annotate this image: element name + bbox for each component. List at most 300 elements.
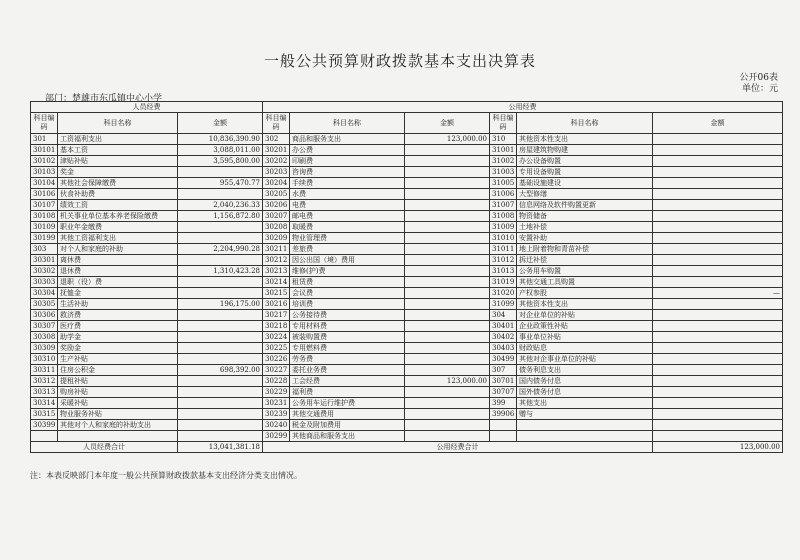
public-right-name-cell: 其他资本性支出 <box>517 299 653 310</box>
public-mid-amount-cell <box>405 178 490 189</box>
public-right-amount-cell <box>653 233 783 244</box>
public-right-name-cell: 信息网络及软件购置更新 <box>517 200 653 211</box>
public-right-code-cell: 307 <box>490 365 517 376</box>
table-row <box>31 354 783 365</box>
public-right-amount-cell <box>653 211 783 222</box>
public-mid-amount-cell <box>405 288 490 299</box>
public-right-amount-cell <box>653 321 783 332</box>
public-mid-amount-cell <box>405 266 490 277</box>
personnel-amount-cell: 1,156,872.80 <box>178 211 263 222</box>
personnel-code-cell: 303 <box>31 244 58 255</box>
public-mid-amount-cell <box>405 167 490 178</box>
personnel-code-cell: 30315 <box>31 409 58 420</box>
public-mid-name-cell: 印刷费 <box>290 156 405 167</box>
public-right-name-cell: 企业政策性补贴 <box>517 321 653 332</box>
personnel-name-cell: 奖金 <box>58 167 178 178</box>
public-right-amount-cell <box>653 409 783 420</box>
public-mid-code-cell: 30211 <box>263 244 290 255</box>
table-row <box>31 189 783 200</box>
personnel-total-value: 13,041,381.18 <box>178 442 263 453</box>
public-right-name-cell: 国外债务付息 <box>517 387 653 398</box>
public-mid-name-cell: 公务接待费 <box>290 310 405 321</box>
public-right-name-cell: 其他支出 <box>517 398 653 409</box>
table-row <box>31 321 783 332</box>
personnel-amount-cell <box>178 222 263 233</box>
table-row <box>31 200 783 211</box>
public-right-amount-cell <box>653 376 783 387</box>
personnel-code-cell: 30104 <box>31 178 58 189</box>
public-right-name-cell: 国内债务付息 <box>517 376 653 387</box>
personnel-amount-cell: 1,310,423.28 <box>178 266 263 277</box>
personnel-amount-cell <box>178 233 263 244</box>
public-mid-name-cell: 水费 <box>290 189 405 200</box>
public-mid-amount-cell <box>405 145 490 156</box>
table-row <box>31 134 783 145</box>
public-right-code-cell: 31001 <box>490 145 517 156</box>
public-right-code-cell: 31007 <box>490 200 517 211</box>
public-right-code-cell: 31010 <box>490 233 517 244</box>
personnel-code-cell: 30314 <box>31 398 58 409</box>
public-mid-amount-cell: 123,000.00 <box>405 376 490 387</box>
public-mid-amount-cell <box>405 211 490 222</box>
public-code-header: 科目编码 <box>263 113 290 134</box>
public-mid-amount-cell <box>405 354 490 365</box>
personnel-code-cell: 30308 <box>31 332 58 343</box>
table-row <box>31 409 783 420</box>
document-code: 公开06表 <box>739 73 778 83</box>
public-right-name-cell: 安置补助 <box>517 233 653 244</box>
public-right-name-cell: 事业单位补贴 <box>517 332 653 343</box>
public-mid-name-cell: 商品和服务支出 <box>290 134 405 145</box>
public-right-code-cell: 30499 <box>490 354 517 365</box>
personnel-name-cell: 抚恤金 <box>58 288 178 299</box>
public-mid-code-cell: 30218 <box>263 321 290 332</box>
personnel-amount-cell <box>178 387 263 398</box>
public-mid-amount-cell <box>405 189 490 200</box>
public-right-amount-cell <box>653 310 783 321</box>
public-right-amount-cell: — <box>653 288 783 299</box>
personnel-amount-cell <box>178 255 263 266</box>
public-mid-code-cell: 30228 <box>263 376 290 387</box>
public-mid-name-cell: 其他商品和服务支出 <box>290 431 405 442</box>
public-mid-name-cell: 福利费 <box>290 387 405 398</box>
personnel-name-cell: 津贴补贴 <box>58 156 178 167</box>
personnel-code-cell: 30302 <box>31 266 58 277</box>
table-row <box>31 145 783 156</box>
public-mid-amount-cell <box>405 277 490 288</box>
public-mid-name-cell: 办公费 <box>290 145 405 156</box>
table-row <box>31 277 783 288</box>
personnel-amount-cell <box>178 288 263 299</box>
personnel-amount-cell <box>178 167 263 178</box>
public-right-code-cell: 31099 <box>490 299 517 310</box>
public-mid-name-cell: 专用燃料费 <box>290 343 405 354</box>
public-right-amount-cell <box>653 332 783 343</box>
personnel-name-cell: 绩效工资 <box>58 200 178 211</box>
personnel-amount-cell <box>178 310 263 321</box>
public-mid-amount-cell <box>405 233 490 244</box>
personnel-amount-cell: 2,040,236.33 <box>178 200 263 211</box>
table-row <box>31 431 783 442</box>
public-mid-name-cell: 邮电费 <box>290 211 405 222</box>
personnel-code-cell: 30303 <box>31 277 58 288</box>
personnel-amount-cell: 698,392.00 <box>178 365 263 376</box>
public-mid-code-cell: 30217 <box>263 310 290 321</box>
personnel-name-cell: 物业服务补贴 <box>58 409 178 420</box>
personnel-code-cell: 30103 <box>31 167 58 178</box>
public-right-amount-cell <box>653 189 783 200</box>
personnel-name-cell: 奖励金 <box>58 343 178 354</box>
public-mid-amount-cell <box>405 321 490 332</box>
public-mid-name-cell: 物业管理费 <box>290 233 405 244</box>
public-right-name-cell: 其他交通工具购置 <box>517 277 653 288</box>
public-right-code-cell: 30401 <box>490 321 517 332</box>
personnel-total-label: 人员经费合计 <box>31 442 178 453</box>
public-right-code-cell: 31008 <box>490 211 517 222</box>
public-right-amount-cell <box>653 178 783 189</box>
public-mid-code-cell: 30201 <box>263 145 290 156</box>
public-mid-amount-cell <box>405 409 490 420</box>
personnel-code-cell: 30101 <box>31 145 58 156</box>
public-right-amount-cell <box>653 420 783 431</box>
public-mid-code-cell: 30240 <box>263 420 290 431</box>
personnel-code-cell: 30305 <box>31 299 58 310</box>
table-row <box>31 376 783 387</box>
public-mid-amount-cell: 123,000.00 <box>405 134 490 145</box>
public-right-code-cell: 39906 <box>490 409 517 420</box>
personnel-name-cell: 伙食补助费 <box>58 189 178 200</box>
personnel-name-cell: 医疗费 <box>58 321 178 332</box>
public-mid-amount-cell <box>405 398 490 409</box>
personnel-name-cell: 生产补贴 <box>58 354 178 365</box>
public-mid-name-cell: 租赁费 <box>290 277 405 288</box>
public-mid-amount-cell <box>405 156 490 167</box>
personnel-code-cell: 301 <box>31 134 58 145</box>
personnel-name-cell: 住房公积金 <box>58 365 178 376</box>
public-mid-name-cell: 委托业务费 <box>290 365 405 376</box>
public-mid-code-cell: 30205 <box>263 189 290 200</box>
public-right-amount-cell <box>653 277 783 288</box>
public-mid-code-cell: 302 <box>263 134 290 145</box>
public-right-name-cell: 财政贴息 <box>517 343 653 354</box>
public-right-code-cell: 31002 <box>490 156 517 167</box>
personnel-code-cell <box>31 431 58 442</box>
public-mid-code-cell: 30207 <box>263 211 290 222</box>
public-right-code-cell: 31006 <box>490 189 517 200</box>
personnel-code-header: 科目编码 <box>31 113 58 134</box>
public-mid-code-cell: 30299 <box>263 431 290 442</box>
personnel-amount-cell: 955,470.77 <box>178 178 263 189</box>
public-mid-code-cell: 30209 <box>263 233 290 244</box>
public-mid-name-cell: 被装购置费 <box>290 332 405 343</box>
personnel-code-cell: 30102 <box>31 156 58 167</box>
personnel-code-cell: 30312 <box>31 376 58 387</box>
personnel-code-cell: 30109 <box>31 222 58 233</box>
personnel-amount-cell <box>178 277 263 288</box>
table-row <box>31 167 783 178</box>
public-mid-amount-cell <box>405 343 490 354</box>
table-row <box>31 398 783 409</box>
public-right-name-cell: 地上附着物和青苗补偿 <box>517 244 653 255</box>
public-mid-code-cell: 30204 <box>263 178 290 189</box>
public-name-header-2: 科目名称 <box>517 113 653 134</box>
table-row <box>31 255 783 266</box>
personnel-name-header: 科目名称 <box>58 113 178 134</box>
public-right-name-cell: 土地补偿 <box>517 222 653 233</box>
public-mid-amount-cell <box>405 431 490 442</box>
public-right-code-cell: 31009 <box>490 222 517 233</box>
public-right-name-cell <box>517 431 653 442</box>
public-amount-header-2: 金额 <box>653 113 783 134</box>
public-right-name-cell: 其他资本性支出 <box>517 134 653 145</box>
table-row <box>31 365 783 376</box>
public-right-amount-cell <box>653 167 783 178</box>
table-row <box>31 222 783 233</box>
personnel-code-cell: 30311 <box>31 365 58 376</box>
public-right-code-cell: 30403 <box>490 343 517 354</box>
personnel-name-cell: 机关事业单位基本养老保险缴费 <box>58 211 178 222</box>
public-mid-code-cell: 30229 <box>263 387 290 398</box>
public-mid-name-cell: 维修(护)费 <box>290 266 405 277</box>
public-amount-header: 金额 <box>405 113 490 134</box>
personnel-amount-cell <box>178 354 263 365</box>
unit-label: 单位：元 <box>741 84 778 94</box>
public-mid-name-cell: 会议费 <box>290 288 405 299</box>
public-right-code-cell: 31019 <box>490 277 517 288</box>
public-right-name-cell: 办公设备购置 <box>517 156 653 167</box>
public-mid-amount-cell <box>405 222 490 233</box>
public-right-name-cell: 其他对企事业单位的补贴 <box>517 354 653 365</box>
public-mid-name-cell: 咨询费 <box>290 167 405 178</box>
public-mid-code-cell: 30212 <box>263 255 290 266</box>
public-mid-code-cell: 30231 <box>263 398 290 409</box>
public-right-amount-cell <box>653 398 783 409</box>
public-right-name-cell: 债务利息支出 <box>517 365 653 376</box>
personnel-name-cell: 助学金 <box>58 332 178 343</box>
personnel-name-cell: 工资福利支出 <box>58 134 178 145</box>
public-mid-amount-cell <box>405 299 490 310</box>
personnel-code-cell: 30307 <box>31 321 58 332</box>
personnel-code-cell: 30199 <box>31 233 58 244</box>
public-mid-code-cell: 30202 <box>263 156 290 167</box>
personnel-amount-cell: 3,595,800.00 <box>178 156 263 167</box>
personnel-amount-cell <box>178 398 263 409</box>
public-right-name-cell: 公务用车购置 <box>517 266 653 277</box>
table-row <box>31 288 783 299</box>
personnel-name-cell <box>58 431 178 442</box>
public-right-code-cell: 31013 <box>490 266 517 277</box>
department-label: 部门：楚雄市东瓜镇中心小学 <box>45 94 163 104</box>
personnel-name-cell: 退休费 <box>58 266 178 277</box>
personnel-code-cell: 30313 <box>31 387 58 398</box>
personnel-name-cell: 救济费 <box>58 310 178 321</box>
personnel-code-cell: 30310 <box>31 354 58 365</box>
public-right-name-cell: 赠与 <box>517 409 653 420</box>
public-mid-name-cell: 培训费 <box>290 299 405 310</box>
personnel-code-cell: 30106 <box>31 189 58 200</box>
public-mid-code-cell: 30203 <box>263 167 290 178</box>
public-right-name-cell: 物资储备 <box>517 211 653 222</box>
table-row <box>31 420 783 431</box>
public-right-amount-cell <box>653 365 783 376</box>
public-right-code-cell: 399 <box>490 398 517 409</box>
public-mid-amount-cell <box>405 200 490 211</box>
public-mid-name-cell: 电费 <box>290 200 405 211</box>
public-code-header-2: 科目编码 <box>490 113 517 134</box>
public-right-amount-cell <box>653 387 783 398</box>
public-name-header: 科目名称 <box>290 113 405 134</box>
personnel-name-cell: 离休费 <box>58 255 178 266</box>
public-mid-code-cell: 30214 <box>263 277 290 288</box>
personnel-name-cell: 其他社会保障缴费 <box>58 178 178 189</box>
public-total-value: 123,000.00 <box>653 442 783 453</box>
page-title: 一般公共预算财政拨款基本支出决算表 <box>263 52 536 70</box>
public-mid-code-cell: 30226 <box>263 354 290 365</box>
public-right-amount-cell <box>653 200 783 211</box>
personnel-code-cell: 30107 <box>31 200 58 211</box>
personnel-code-cell: 30108 <box>31 211 58 222</box>
table-row <box>31 211 783 222</box>
table-row <box>31 299 783 310</box>
personnel-name-cell: 基本工资 <box>58 145 178 156</box>
public-mid-code-cell: 30225 <box>263 343 290 354</box>
personnel-code-cell: 30399 <box>31 420 58 431</box>
personnel-amount-cell <box>178 321 263 332</box>
public-right-name-cell: 基础设施建设 <box>517 178 653 189</box>
public-right-name-cell: 产权参股 <box>517 288 653 299</box>
public-right-code-cell: 31003 <box>490 167 517 178</box>
table-note: 注：本表反映部门本年度一般公共预算财政拨款基本支出经济分类支出情况。 <box>30 471 302 480</box>
public-mid-name-cell: 手续费 <box>290 178 405 189</box>
personnel-name-cell: 生活补助 <box>58 299 178 310</box>
table-row <box>31 266 783 277</box>
public-mid-name-cell: 工会经费 <box>290 376 405 387</box>
public-mid-amount-cell <box>405 365 490 376</box>
table-row <box>31 233 783 244</box>
public-right-name-cell <box>517 420 653 431</box>
personnel-amount-cell: 2,204,990.28 <box>178 244 263 255</box>
public-right-amount-cell <box>653 266 783 277</box>
personnel-amount-cell <box>178 376 263 387</box>
public-mid-amount-cell <box>405 387 490 398</box>
public-mid-name-cell: 劳务费 <box>290 354 405 365</box>
table-row <box>31 332 783 343</box>
public-mid-amount-cell <box>405 255 490 266</box>
public-mid-name-cell: 因公出国（境）费用 <box>290 255 405 266</box>
public-mid-code-cell: 30216 <box>263 299 290 310</box>
personnel-name-cell: 对个人和家庭的补助 <box>58 244 178 255</box>
personnel-amount-cell <box>178 409 263 420</box>
personnel-amount-cell <box>178 189 263 200</box>
public-mid-name-cell: 其他交通费用 <box>290 409 405 420</box>
public-right-name-cell: 大型修缮 <box>517 189 653 200</box>
expenditure-table <box>30 101 783 453</box>
personnel-amount-header: 金额 <box>178 113 263 134</box>
public-mid-code-cell: 30239 <box>263 409 290 420</box>
personnel-code-cell: 30304 <box>31 288 58 299</box>
public-right-code-cell: 310 <box>490 134 517 145</box>
public-mid-name-cell: 取暖费 <box>290 222 405 233</box>
personnel-name-cell: 其他对个人和家庭的补助支出 <box>58 420 178 431</box>
public-mid-code-cell: 30208 <box>263 222 290 233</box>
table-row <box>31 310 783 321</box>
public-right-code-cell: 304 <box>490 310 517 321</box>
personnel-name-cell: 职业年金缴费 <box>58 222 178 233</box>
public-mid-code-cell: 30227 <box>263 365 290 376</box>
public-mid-code-cell: 30213 <box>263 266 290 277</box>
public-mid-code-cell: 30215 <box>263 288 290 299</box>
public-right-code-cell <box>490 431 517 442</box>
public-mid-amount-cell <box>405 310 490 321</box>
public-right-code-cell: 31011 <box>490 244 517 255</box>
public-right-amount-cell <box>653 222 783 233</box>
public-right-code-cell: 31012 <box>490 255 517 266</box>
table-row <box>31 244 783 255</box>
personnel-amount-cell <box>178 343 263 354</box>
public-mid-name-cell: 专用材料费 <box>290 321 405 332</box>
personnel-amount-cell: 196,175.00 <box>178 299 263 310</box>
public-right-name-cell: 拆迁补偿 <box>517 255 653 266</box>
public-right-amount-cell <box>653 431 783 442</box>
public-mid-amount-cell <box>405 332 490 343</box>
personnel-amount-cell <box>178 332 263 343</box>
public-right-amount-cell <box>653 134 783 145</box>
personnel-header: 人员经费 <box>31 102 263 113</box>
personnel-code-cell: 30309 <box>31 343 58 354</box>
personnel-code-cell: 30301 <box>31 255 58 266</box>
public-right-amount-cell <box>653 354 783 365</box>
public-mid-code-cell: 30224 <box>263 332 290 343</box>
personnel-code-cell: 30306 <box>31 310 58 321</box>
table-row <box>31 178 783 189</box>
public-right-amount-cell <box>653 255 783 266</box>
public-mid-name-cell: 公务用车运行维护费 <box>290 398 405 409</box>
personnel-amount-cell <box>178 420 263 431</box>
public-right-code-cell: 31020 <box>490 288 517 299</box>
public-right-code-cell <box>490 420 517 431</box>
totals-row <box>31 442 783 453</box>
public-mid-amount-cell <box>405 244 490 255</box>
personnel-amount-cell: 10,836,390.90 <box>178 134 263 145</box>
public-mid-name-cell: 税金及附加费用 <box>290 420 405 431</box>
public-right-amount-cell <box>653 343 783 354</box>
public-right-amount-cell <box>653 156 783 167</box>
personnel-name-cell: 提租补贴 <box>58 376 178 387</box>
public-right-code-cell: 30701 <box>490 376 517 387</box>
public-right-code-cell: 30707 <box>490 387 517 398</box>
personnel-amount-cell <box>178 431 263 442</box>
public-right-name-cell: 房屋建筑物购建 <box>517 145 653 156</box>
table-row <box>31 343 783 354</box>
public-right-name-cell: 专用设备购置 <box>517 167 653 178</box>
table-row <box>31 387 783 398</box>
public-right-amount-cell <box>653 244 783 255</box>
public-mid-name-cell: 差旅费 <box>290 244 405 255</box>
personnel-name-cell: 采暖补贴 <box>58 398 178 409</box>
public-right-amount-cell <box>653 299 783 310</box>
personnel-name-cell: 购房补贴 <box>58 387 178 398</box>
public-header: 公用经费 <box>263 102 783 113</box>
personnel-name-cell: 退职（役）费 <box>58 277 178 288</box>
public-right-code-cell: 30402 <box>490 332 517 343</box>
public-total-label: 公用经费合计 <box>263 442 653 453</box>
table-row <box>31 156 783 167</box>
public-mid-amount-cell <box>405 420 490 431</box>
public-right-code-cell: 31005 <box>490 178 517 189</box>
public-right-amount-cell <box>653 145 783 156</box>
public-mid-code-cell: 30206 <box>263 200 290 211</box>
personnel-name-cell: 其他工资福利支出 <box>58 233 178 244</box>
